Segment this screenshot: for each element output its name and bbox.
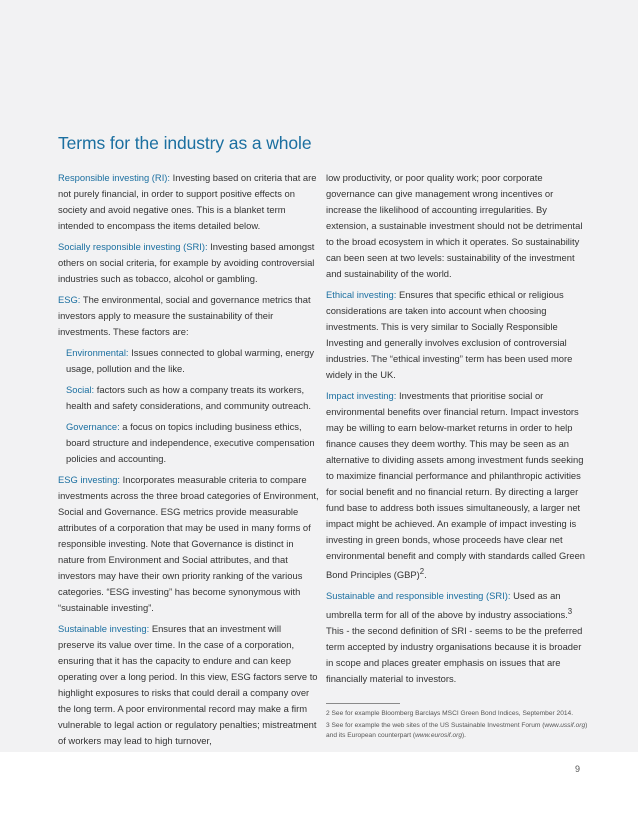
governance-factor	[66, 419, 320, 467]
sri-umbrella-text-2: This - the second definition of SRI - seems to be the preferred term accepted by industry organisations because it is broader in scope and places greater emphasis on issues that are financially material to investors.	[326, 625, 583, 685]
sustainable-investing-text: Ensures that an investment will preserve its value over time. In the case of a corporation, ensuring that it has the capacity to endure and can keep operating over a long period. In this view, ESG factors serve to highlight exposures to risks that could derail a company over the long term. A poor environmental record may make a firm vulnerable to legal action or regulatory penalties; mistreatment of workers may lead to high turnover,	[58, 623, 318, 746]
ri-term: Responsible investing (RI):	[58, 172, 171, 183]
sri-umbrella-definition	[326, 588, 588, 687]
impact-investing-text: Investments that prioritise social or environmental benefits over financial return. Impact investors may be willing to earn below-market returns in order to help finance causes they deem worthy. This may be seen as an alternative to dividing assets among investment funds seeking to maximize financial performance and philanthropic activities for social benefit and no financial return. By directing a larger fund base to address both issues simultaneously, a larger net impact might be achieved. An example of impact investing is investing in green bonds, whose proceeds have clear net environmental benefit and comply with standards called Green Bond Principles (GBP)	[326, 390, 585, 581]
ethical-investing-term: Ethical investing:	[326, 289, 397, 300]
ri-text: Investing based on criteria that are not purely financial, in order to support positive effects on society and avoid negative ones. This is a blanket term intended to encompass the items detailed below.	[58, 172, 317, 231]
environmental-text: Issues connected to global warming, energy usage, pollution and the like.	[66, 347, 315, 374]
sri-term: Socially responsible investing (SRI):	[58, 241, 208, 252]
sri-umbrella-term: Sustainable and responsible investing (SRI):	[326, 590, 511, 602]
ussif-link[interactable]: ussif.org	[560, 721, 586, 729]
environmental-term: Environmental:	[66, 347, 129, 358]
sri-umbrella-text: Used as an umbrella term for all of the above by industry associations.	[326, 590, 568, 621]
social-text: factors such as how a company treats its workers, health and safety considerations, and community outreach.	[66, 384, 311, 411]
social-factor	[66, 382, 320, 414]
esg-definition	[58, 292, 320, 340]
footnote-divider	[326, 703, 400, 704]
esg-investing-text: Incorporates measurable criteria to compare investments across the three broad categories of Environment, Social and Governance. ESG metrics provide measurable attributes of a corporation that may be used in many forms of responsible investing. Note that Governance is distinct in nature from Environment and Social attributes, and that investors may have their own priority ranking of the various categories. “ESG investing” has become synonymous with “sustainable investing”.	[58, 474, 319, 613]
left-column	[58, 170, 320, 754]
footnote-3-text-a: 3 See for example the web sites of the US Sustainable Investment Forum (www.	[326, 721, 561, 729]
social-term: Social:	[66, 384, 95, 395]
footnotes	[326, 709, 588, 743]
footnote-3	[326, 721, 588, 742]
ri-definition	[58, 170, 320, 234]
page-title: Terms for the industry as a whole	[58, 133, 312, 153]
impact-investing-end: .	[424, 569, 427, 581]
ethical-investing-text: Ensures that specific ethical or religious considerations are taken into account when choosing investments. This is very similar to Socially Responsible Investing and generally involves exclusion of controversial industries. The “ethical investing” term has been used more widely in the UK.	[326, 289, 573, 380]
footnote-ref-3[interactable]: 3	[567, 607, 573, 617]
environmental-factor	[66, 345, 320, 377]
page-footer	[0, 752, 638, 826]
continued-text: low productivity, or poor quality work; poor corporate governance can give management wrong incentives or increase the likelihood of accounting irregularities. By extension, a sustainable investment should not be detrimental to the broad ecosystem in which it operates. So sustainability can been seen at two levels: sustainability of the investment and sustainability of the world.	[326, 172, 583, 279]
sustainable-investing-definition	[58, 621, 320, 749]
eurosif-link[interactable]: www.eurosif.org	[415, 732, 462, 739]
page-number: 9	[574, 764, 580, 774]
governance-term: Governance:	[66, 421, 120, 432]
sustainable-investing-term: Sustainable investing:	[58, 623, 150, 634]
impact-investing-term: Impact investing:	[326, 390, 397, 401]
esg-investing-definition	[58, 472, 320, 616]
footnote-3-text-c: ).	[461, 732, 467, 739]
footnote-2: 2 See for example Bloomberg Barclays MSCI Green Bond Indices, September 2014.	[326, 710, 574, 717]
right-column	[326, 170, 588, 692]
footnote-3-text-b: ) and its European counterpart (	[326, 721, 588, 739]
sri-definition	[58, 239, 320, 287]
impact-investing-definition	[326, 388, 588, 583]
ethical-investing-definition	[326, 287, 588, 383]
esg-investing-term: ESG investing:	[58, 474, 121, 485]
esg-term: ESG:	[58, 294, 81, 305]
esg-text: The environmental, social and governance metrics that investors apply to measure the sustainability of their investments. These factors are:	[58, 294, 311, 337]
sri-text: Investing based amongst others on social criteria, for example by avoiding controversial industries such as tobacco, alcohol or gambling.	[58, 241, 315, 284]
footnote-ref-2[interactable]: 2	[419, 567, 425, 576]
governance-text: a focus on topics including business ethics, board structure and independence, executive compensation policies and accounting.	[66, 421, 315, 464]
